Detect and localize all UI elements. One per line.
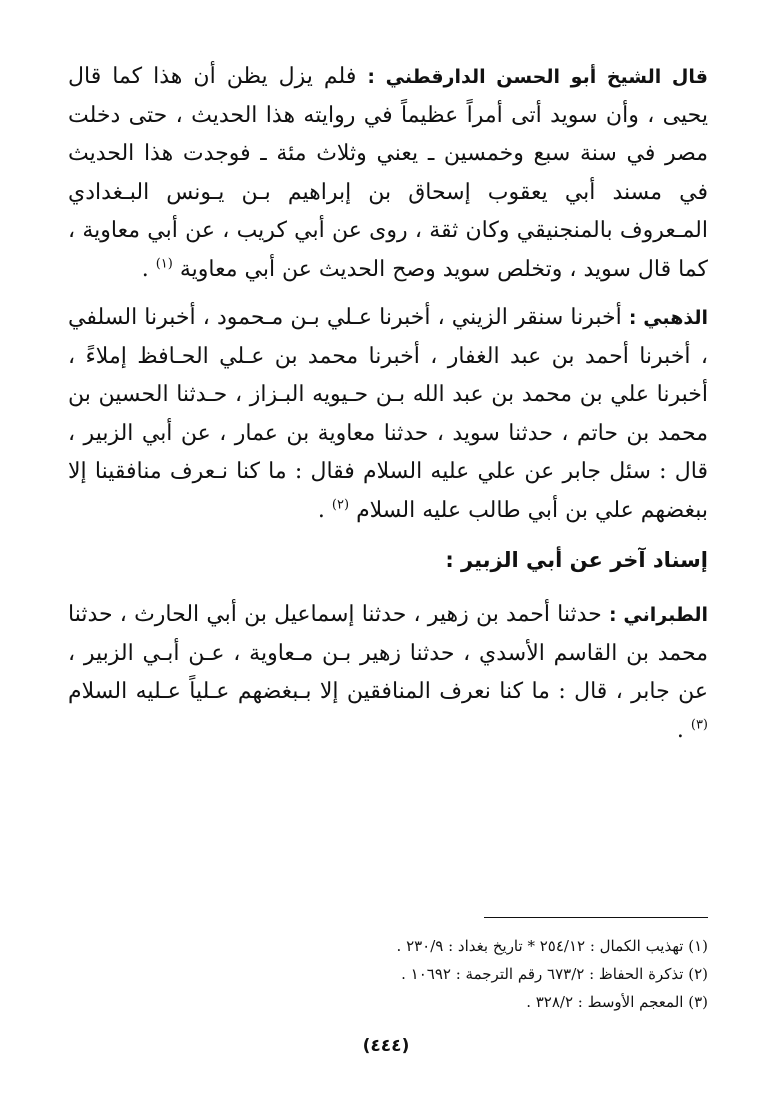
footnote-divider: [484, 917, 708, 918]
footnotes: [68, 932, 708, 1016]
paragraph-end: .: [141, 256, 149, 282]
paragraph-label: الطبراني :: [608, 604, 708, 626]
paragraph-end: .: [676, 717, 684, 743]
footnote-ref-2[interactable]: (٢): [331, 497, 350, 513]
paragraph-dhahabi: [68, 299, 708, 530]
paragraph-label: الذهبي :: [628, 307, 708, 329]
footnote-ref-1[interactable]: (١): [155, 256, 173, 272]
paragraph-text: أخبرنا سنقر الزيني ، أخبرنا عـلي بـن مـحمود ، أخبرنا السلفي ، أخبرنا أحمد بن عبد الغفار ، أخبرنا محمد بن عـلي الحـافظ إملاءً ، أخبرنا علي بن محمد بن عبد الله بـن حـيويه البـزاز ، حـدثنا الحسين بن محمد بن حاتم ، حدثنا سويد ، حدثنا معاوية بن عمار ، عن أبي الزبير ، قال : سئل جابر عن علي عليه السلام فقال : ما كنا نـعرف منافقينا إلا ببغضهم علي بن أبي طالب عليه السلام: [68, 305, 708, 523]
paragraph-tabarani: [68, 596, 708, 750]
footnote-1: (١) تهذيب الكمال : ٢٥٤/١٢ * تاريخ بغداد : ٢٣٠/٩ .: [396, 937, 708, 955]
section-heading: إسناد آخر عن أبي الزبير :: [445, 548, 708, 572]
paragraph-daraqutni: [68, 58, 708, 289]
page-number: (٤٤٤): [362, 1036, 410, 1056]
footnote-ref-3[interactable]: (٣): [690, 717, 708, 733]
paragraph-end: .: [317, 497, 325, 523]
page-body: [68, 58, 708, 750]
footnote-3: (٣) المعجم الأوسط : ٣٢٨/٢ .: [526, 993, 708, 1011]
paragraph-label: قال الشيخ أبو الحسن الدارقطني :: [367, 66, 708, 88]
footnote-2: (٢) تذكرة الحفاظ : ٦٧٣/٢ رقم الترجمة : ١٠٦٩٢ .: [401, 965, 708, 983]
paragraph-text: حدثنا أحمد بن زهير ، حدثنا إسماعيل بن أبي الحارث ، حدثنا محمد بن القاسم الأسدي ، حدثنا زهير بـن مـعاوية ، عـن أبـي الزبير ، عن جابر ، قال : ما كنا نعرف المنافقين إلا بـبغضهم عـلياً عـليه السلام: [68, 602, 708, 704]
paragraph-text: فلم يزل يظن أن هذا كما قال يحيى ، وأن سويد أتى أمراً عظيماً في روايته هذا الحديث ، حتى دخلت مصر في سنة سبع وخمسين ـ يعني وثلاث مئة ـ فوجدت هذا الحديث في مسند أبي يعقوب إسحاق بن إبراهيم بـن يـونس البـغدادي المـعروف بالمنجنيقي وكان ثقة ، روى عن أبي كريب ، عن أبي معاوية ، كما قال سويد ، وتخلص سويد وصح الحديث عن أبي معاوية: [68, 64, 708, 282]
